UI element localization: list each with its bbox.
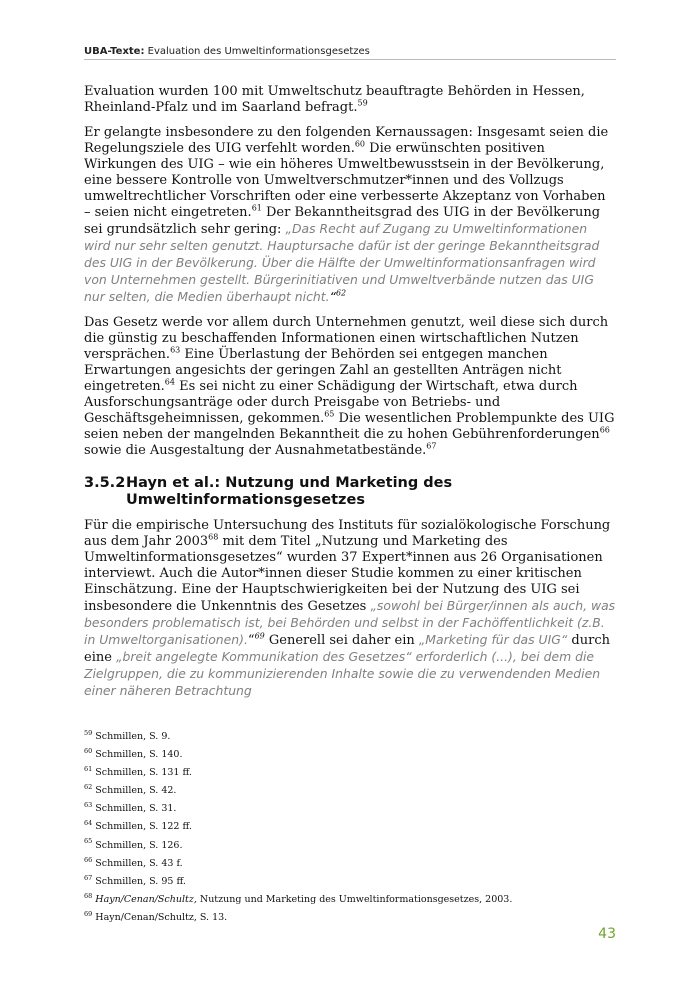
footnote-text: Schmillen, S. 42. xyxy=(95,785,177,797)
footnote-ref[interactable]: 60 xyxy=(354,139,366,149)
footnote-number: 60 xyxy=(84,746,93,755)
paragraph-text: Die erwünschten positiven Wirkungen des UIG – wie ein höheres Umweltbewusstsein in der Bevölkerung, eine bessere Kontrolle von Umweltverschmutzer*innen und des Vollzugs umweltrechtlicher Vorschriften oder eine verbesserte Akzeptanz von Vorhaben – seien nicht eingetreten. xyxy=(84,141,606,220)
footnote-number: 68 xyxy=(84,891,93,900)
paragraph-2 xyxy=(84,125,616,306)
footnote-number: 65 xyxy=(84,837,93,846)
footnote-number: 67 xyxy=(84,873,93,882)
footnotes xyxy=(84,728,616,927)
paragraph-text: Evaluation wurden 100 mit Umweltschutz beauftragte Behörden in Hessen, Rheinland-Pfalz und im Saarland befragt. xyxy=(84,84,585,115)
footnote-text: Schmillen, S. 95 ff. xyxy=(95,875,186,887)
footnote-number: 64 xyxy=(84,819,93,828)
paragraph-text: sowie die Ausgestaltung der Ausnahmetatbestände. xyxy=(84,443,427,458)
header-title: Evaluation des Umweltinformationsgesetzes xyxy=(144,46,370,57)
paragraph-1 xyxy=(84,84,616,116)
paragraph-text: Eine Überlastung der Behörden sei entgegen manchen Erwartungen angesichts der geringen Zahl an gestellten Anträgen nicht eingetreten. xyxy=(84,347,562,394)
paragraph-text: Für die empirische Untersuchung des Instituts für sozialökologische Forschung aus dem Jahr 2003 xyxy=(84,518,611,549)
footnote-61 xyxy=(84,764,616,782)
paragraph-text: Der Bekanntheitsgrad des UIG in der Bevölkerung sei grundsätzlich sehr gering: xyxy=(84,205,601,237)
footnote-text: Nutzung und Marketing des Umweltinformationsgesetzes, 2003. xyxy=(196,893,513,905)
footnote-text: Schmillen, S. 140. xyxy=(95,749,183,761)
block-quote: „Das Recht auf Zugang zu Umweltinformationen wird nur sehr selten genutzt. Hauptursache dafür ist der geringe Bekanntheitsgrad des UIG in der Bevölkerung. Über die Hälfte der Umweltinformationsanfragen wird von Unternehmen gestellt. Bürgerinitiativen und Umweltverbände nutzen das UIG nur selten, die Medien überhaupt nicht. xyxy=(84,221,600,304)
paragraph-text: Er gelangte insbesondere zu den folgenden Kernaussagen: Insgesamt seien die Regelungsziele des UIG verfehlt worden. xyxy=(84,125,609,156)
footnote-text: Schmillen, S. 31. xyxy=(95,803,177,815)
footnote-text: Hayn/Cenan/Schultz, S. 13. xyxy=(95,911,228,923)
footnote-text: Schmillen, S. 126. xyxy=(95,839,183,851)
footnote-text: Schmillen, S. 131 ff. xyxy=(95,767,192,779)
footnote-ref[interactable]: 61 xyxy=(251,203,262,213)
footnote-number: 62 xyxy=(84,783,93,792)
paragraph-3 xyxy=(84,315,616,459)
footnote-63 xyxy=(84,800,616,818)
paragraph-text: durch eine xyxy=(84,633,610,665)
footnote-ref[interactable]: 64 xyxy=(164,377,175,387)
inline-quote: „sowohl bei Bürger/innen als auch, was besonders problematisch ist, bei Behörden und selbst in der Fachöffentlichkeit (z.B. in Umweltorganisationen). xyxy=(84,598,616,647)
paragraph-text: mit dem Titel „Nutzung und Marketing des Umweltinformationsgesetzes“ wurden 37 Expert*innen aus 26 Organisationen interviewt. Auch die Autor*innen dieser Studie kommen zu einer kritischen Einschätzung. Eine der Hauptschwierigkeiten bei der Nutzung des UIG sei insbesondere die Unkenntnis des Gesetzes xyxy=(84,534,603,614)
footnote-authors: Hayn/Cenan/Schultz, xyxy=(95,893,197,905)
footnote-text: Schmillen, S. 9. xyxy=(95,731,171,742)
section-heading xyxy=(84,475,616,509)
footnote-text: Schmillen, S. 122 ff. xyxy=(95,821,192,833)
quote-close: “ xyxy=(247,633,255,648)
footnote-69 xyxy=(84,909,616,927)
inline-quote: „Marketing für das UIG“ xyxy=(418,632,568,647)
footnote-66 xyxy=(84,855,616,873)
inline-quote: „breit angelegte Kommunikation des Gesetzes“ erforderlich (...), bei dem die Zielgruppen, die zu kommunizierenden Inhalte sowie die zu verwendenden Medien einer näheren Betrachtung xyxy=(84,649,601,698)
footnote-62 xyxy=(84,782,616,800)
footnote-ref[interactable]: 59 xyxy=(357,98,368,108)
paragraph-4 xyxy=(84,518,616,700)
paragraph-text: Das Gesetz werde vor allem durch Unternehmen genutzt, weil diese sich durch die günstig zu beschaffenden Informationen einen wirtschaftlichen Nutzen versprächen. xyxy=(84,315,609,362)
footnote-number: 63 xyxy=(84,801,93,810)
paragraph-text: Die wesentlichen Problempunkte des UIG seien neben der mangelnden Bekanntheit die zu hohen Gebührenforderungen xyxy=(84,411,615,442)
footnote-number: 61 xyxy=(84,765,93,774)
footnote-59 xyxy=(84,728,616,746)
running-header xyxy=(84,46,616,60)
footnote-60 xyxy=(84,746,616,764)
footnote-ref[interactable]: 65 xyxy=(324,409,335,419)
footnote-67 xyxy=(84,873,616,891)
quote-close: “ xyxy=(329,289,336,304)
footnote-number: 59 xyxy=(84,728,93,737)
footnote-65 xyxy=(84,837,616,855)
footnote-number: 66 xyxy=(84,855,93,864)
paragraph-text: Generell sei daher ein xyxy=(264,633,419,648)
paragraph-text: Es sei nicht zu einer Schädigung der Wirtschaft, etwa durch Ausforschungsanträge oder durch Preisgabe von Betriebs- und Geschäftsgeheimnissen, gekommen. xyxy=(84,379,578,426)
page-number: 43 xyxy=(598,926,616,942)
footnote-text: Schmillen, S. 43 f. xyxy=(95,857,183,869)
section-number: 3.5.2 xyxy=(84,475,126,491)
footnote-ref[interactable]: 69 xyxy=(254,631,265,641)
footnote-ref[interactable]: 62 xyxy=(335,288,347,298)
footnote-ref[interactable]: 67 xyxy=(426,441,437,451)
header-series: UBA-Texte: xyxy=(84,46,145,57)
body-text xyxy=(84,84,616,709)
footnote-ref[interactable]: 66 xyxy=(599,425,610,435)
footnote-number: 69 xyxy=(84,909,93,918)
footnote-ref[interactable]: 63 xyxy=(170,345,181,355)
section-title: Hayn et al.: Nutzung und Marketing des Umweltinformationsgesetzes xyxy=(126,475,453,508)
footnote-ref[interactable]: 68 xyxy=(208,532,219,542)
footnote-68 xyxy=(84,891,616,909)
footnote-64 xyxy=(84,818,616,836)
